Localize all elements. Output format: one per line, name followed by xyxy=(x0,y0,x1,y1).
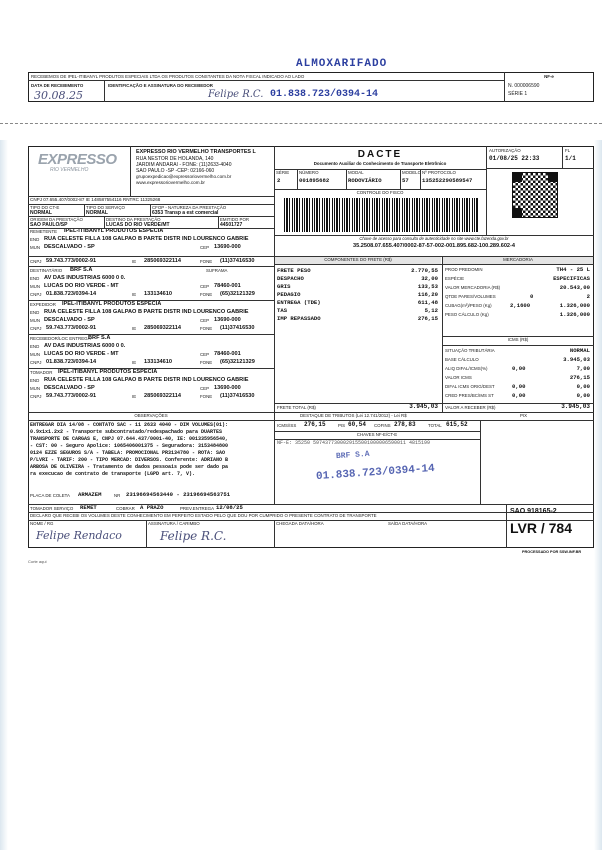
tomador-cnpj: 59.743.773/0002-91 xyxy=(46,393,97,399)
placa-coleta: ARMAZEM xyxy=(78,491,102,498)
origem: SAO PAULO/SP xyxy=(30,222,68,228)
receipt-date-value: 30.08.25 xyxy=(34,89,83,102)
dacte-modal: RODOVIÁRIO xyxy=(348,177,382,184)
frete-item-name: ENTREGA (TDE) xyxy=(277,299,321,306)
cut-line xyxy=(0,123,602,124)
situacao-tributaria: NORMAL xyxy=(569,347,590,354)
frete-item-name: FRETE PESO xyxy=(277,267,311,274)
autorizacao-datetime: 01/08/25 22:33 xyxy=(489,155,540,162)
emitter-email: grupoexpedicao@expressoriovermelho.com.br xyxy=(136,174,232,179)
destinatario-name: BRF S.A xyxy=(70,267,93,273)
obs-line: ENTREGAR DIA 14/08 - CONTATO SAC - 11 2633 4040 - DIM VOLUMES(01): xyxy=(30,422,229,428)
frete-item-value: 2.770,55 xyxy=(411,267,438,274)
dacte-protocolo: 135252290589547 xyxy=(422,177,473,184)
tipo-cte: NORMAL xyxy=(30,210,52,216)
remetente-name: IPEL-ITIBANYL PRODUTOS ESPECIA xyxy=(64,228,164,234)
receipt-id-label: IDENTIFICAÇÃO E ASSINATURA DO RECEBEDOR xyxy=(108,83,213,88)
valor-mercadoria: 20.543,00 xyxy=(559,284,590,291)
frete-item-name: GRIS xyxy=(277,283,291,290)
destinatario-cnpj: 01.838.723/0394-14 xyxy=(46,291,97,297)
aliquota-icms: 7,00 xyxy=(576,365,590,372)
recebedor-ie: 133134610 xyxy=(144,359,172,365)
receipt-nfe-number: N. 000006590 xyxy=(508,83,540,89)
signature-stamp: Felipe R.C. xyxy=(160,529,227,543)
recebedor-mun: LUCAS DO RIO VERDE - MT xyxy=(44,351,119,357)
emitido-por: 44501727 xyxy=(220,222,243,228)
cfop: 6353 Transp a est comercial xyxy=(152,210,219,216)
obs-line: P/LVRI - TARIF: 200 - TIPO MERCAD: DIVERSOS. Conferente: ADRIANO B xyxy=(30,457,229,463)
folha: 1/1 xyxy=(565,155,576,162)
qr-code xyxy=(512,172,558,218)
dacte-subtitle: Documento Auxiliar do Conhecimento de Transporte Eletrônico xyxy=(313,161,447,166)
tomador-name: IPEL-ITIBANYL PRODUTOS ESPECIA xyxy=(58,369,158,375)
receipt-nfe-label: NF-e xyxy=(544,74,554,79)
expedidor-ie: 285069322114 xyxy=(144,325,182,331)
frete-item-name: TAS xyxy=(277,307,288,314)
frete-item-value: 5,12 xyxy=(424,307,438,314)
dacte-modelo: 57 xyxy=(402,177,409,184)
destino: LUCAS DO RIO VERDE/MT xyxy=(106,222,170,228)
dacte-serie: 2 xyxy=(277,177,281,184)
dacte-numero: 001895682 xyxy=(299,177,330,184)
obs-line: ARBOSA DE OLIVEIRA - Tratamento de dados pessoais pode ser dado pa xyxy=(30,464,229,470)
expedidor-fone: (11)37416530 xyxy=(220,325,255,331)
difal-dest: 0,00 xyxy=(576,383,590,390)
signature-name: Felipe Rendaco xyxy=(36,529,122,542)
cred-st: 0,00 xyxy=(576,392,590,399)
cred-pres: 0,00 xyxy=(512,392,526,399)
emitter-district: JARDIM ANDARAI - FONE: (11)2633-4040 xyxy=(136,162,232,168)
chave-caption: Chave de acesso para consulta de autenticidade no site www.cte.fazenda.gov.br xyxy=(359,236,509,241)
frete-item-name: PEDAGIO xyxy=(277,291,301,298)
destinatario-cep: 78460-001 xyxy=(214,283,241,289)
recebedor-end: AV DAS INDUSTRIAS 6000 0 0. xyxy=(44,343,126,349)
stamp-cnpj: 01.838.723/0394-14 xyxy=(270,89,379,100)
recebedor-cep: 78460-001 xyxy=(214,351,241,357)
tributo-total: 615,52 xyxy=(446,421,468,428)
frete-item-value: 276,15 xyxy=(417,315,438,322)
especie: ESPECIFICAS xyxy=(553,275,590,282)
tomador-servico: REMET xyxy=(80,504,97,511)
declaracao: DECLARO QUE RECEBI OS VOLUMES DESTE CONHECIMENTO EM PERFEITO ESTADO PELO QUE DOU POR CUMPRIDO O PRESENTE CONTRATO DE TRANSPORTE xyxy=(30,513,377,518)
remetente-mun: DESCALVADO - SP xyxy=(44,244,95,250)
aliquota-difal: 0,00 xyxy=(512,365,526,372)
sao-code: SAO 918165-2 xyxy=(510,508,557,515)
frete-total: 3.945,03 xyxy=(409,403,438,410)
remetente-cnpj: 59.743.773/0002-91 xyxy=(46,258,97,264)
recebedor-name: BRF S.A xyxy=(88,335,111,341)
recebedor-cnpj: 01.838.723/0394-14 xyxy=(46,359,97,365)
qtde-pares: 0 xyxy=(530,293,534,300)
chave-acesso: 35.2508.07.655.407/0002-87-57-002-001.895.682-100.289.602-4 xyxy=(352,243,516,249)
nfe-chave: NF-E: 35250 5974377300029155001000006590011 4815199 xyxy=(277,440,431,446)
valor-icms: 276,15 xyxy=(569,374,590,381)
brf-stamp: BRF S.A xyxy=(335,449,370,462)
nr-coleta: 23196694563440 - 23196694563751 xyxy=(126,491,231,498)
tipo-servico: NORMAL xyxy=(86,210,108,216)
frete-item-value: 611,48 xyxy=(417,299,438,306)
frete-item-name: IMP REPASSADO xyxy=(277,315,321,322)
receipt-nfe-serie: SÉRIE 1 xyxy=(508,91,528,97)
emitter-name: EXPRESSO RIO VERMELHO TRANSPORTES L xyxy=(136,149,256,155)
receiver-signature: Felipe R.C. xyxy=(208,89,264,100)
obs-line: 0124 EZZE SEGUROS S/A - TABELA: PROMOCIONAL PR3134780 - ROTA: SAO xyxy=(30,450,226,456)
destinatario-fone: (65)32121329 xyxy=(220,291,255,297)
destinatario-end: AV DAS INDUSTRIAS 6000 0 0. xyxy=(44,275,126,281)
expedidor-cnpj: 59.743.773/0002-91 xyxy=(46,325,97,331)
cubagem: 2,1600 xyxy=(510,302,531,309)
expedidor-cep: 13690-000 xyxy=(214,317,241,323)
lvr-code: LVR / 784 xyxy=(510,520,572,536)
dacte-title: DACTE xyxy=(357,149,403,160)
tributo-pis: 60,54 xyxy=(348,421,367,428)
peso-calculo: 1.326,000 xyxy=(559,311,590,318)
cobrar: A PRAZO xyxy=(140,504,164,511)
processado-por: PROCESSADO POR SSW.INF.BR xyxy=(522,550,582,554)
produto-predominante: TH4 - 25 L xyxy=(556,266,590,273)
remetente-cep: 13690-000 xyxy=(214,244,241,250)
tomador-ie: 285069322114 xyxy=(144,393,182,399)
emitter-logo: EXPRESSO xyxy=(38,151,117,168)
obs-line: - CST: 00 - Seguro Apolice: 1065406001375 - Seguradora: 3153484800 xyxy=(30,443,229,449)
receipt-date-label: DATA DE RECEBIMENTO xyxy=(31,83,84,88)
difal-orig: 0,00 xyxy=(512,383,526,390)
tomador-cep: 13690-000 xyxy=(214,385,241,391)
remetente-end: RUA CELESTE FILLA 108 GALPAO B PARTE DISTR IND LOURENCO GABRIE xyxy=(44,236,249,242)
brf-stamp-cnpj: 01.838.723/0394-14 xyxy=(315,462,436,484)
peso-cubagem: 1.326,000 xyxy=(559,302,590,309)
previsao-entrega: 12/08/25 xyxy=(216,504,243,511)
controle-barcode xyxy=(284,198,478,232)
emitter-logo-sub: RIO VERMELHO xyxy=(50,167,89,173)
corte-aqui: Corte aqui xyxy=(28,559,47,564)
expedidor-end: RUA CELESTE FILLA 108 GALPAO B PARTE DISTR IND LOURENCO GABRIE xyxy=(44,309,249,315)
remetente-ie: 285069322114 xyxy=(144,258,182,264)
recebedor-fone: (65)32121329 xyxy=(220,359,255,365)
tomador-fone: (11)37416530 xyxy=(220,393,255,399)
stamp-almoxarifado: ALMOXARIFADO xyxy=(296,58,388,70)
frete-item-value: 133,53 xyxy=(417,283,438,290)
receipt-text: RECEBEMOS DE IPEL-ITIBANYL PRODUTOS ESPECIAIS LTDA OS PRODUTOS CONSTANTES DA NOTA FISCAL INDICADO AO LADO xyxy=(31,74,305,79)
frete-item-name: DESPACHO xyxy=(277,275,304,282)
destinatario-ie: 133134610 xyxy=(144,291,172,297)
valor-a-receber: 3.945,03 xyxy=(561,403,590,410)
obs-line: ra execucao de contrato de transporte (LGPD art. 7, V). xyxy=(30,471,196,477)
tributo-icms: 276,15 xyxy=(304,421,326,428)
emitter-address: RUA NESTOR DE HOLANDA, 140 xyxy=(136,156,214,162)
tomador-end: RUA CELESTE FILLA 108 GALPAO B PARTE DISTR IND LOURENCO GABRIE xyxy=(44,377,249,383)
obs-line: 0.9x1x1.2x2 - Transporte subcontratado/redespachado para DUARTES xyxy=(30,429,223,435)
destinatario-mun: LUCAS DO RIO VERDE - MT xyxy=(44,283,119,289)
tributo-cofins: 278,83 xyxy=(394,421,416,428)
frete-item-value: 116,20 xyxy=(417,291,438,298)
qtde-volumes: 2 xyxy=(586,293,590,300)
frete-item-value: 32,00 xyxy=(421,275,438,282)
remetente-fone: (11)37416530 xyxy=(220,258,255,264)
base-calculo: 3.945,03 xyxy=(563,356,590,363)
expedidor-name: IPEL-ITIBANYL PRODUTOS ESPECIA xyxy=(62,301,162,307)
emitter-cnpj: CNPJ 07.655.407/0002-87 IE 148587554116 RNTRC 11325268 xyxy=(30,197,161,202)
tomador-mun: DESCALVADO - SP xyxy=(44,385,95,391)
emitter-site: www.expressoriovermelho.com.br xyxy=(136,180,205,185)
emitter-city: SAO PAULO -SP -CEP: 02166-060 xyxy=(136,168,215,174)
obs-line: TRANSPORTE DE CARGAS E, CNPJ 07.644.437/0001-40, IE: 001335956540, xyxy=(30,436,229,442)
expedidor-mun: DESCALVADO - SP xyxy=(44,317,95,323)
